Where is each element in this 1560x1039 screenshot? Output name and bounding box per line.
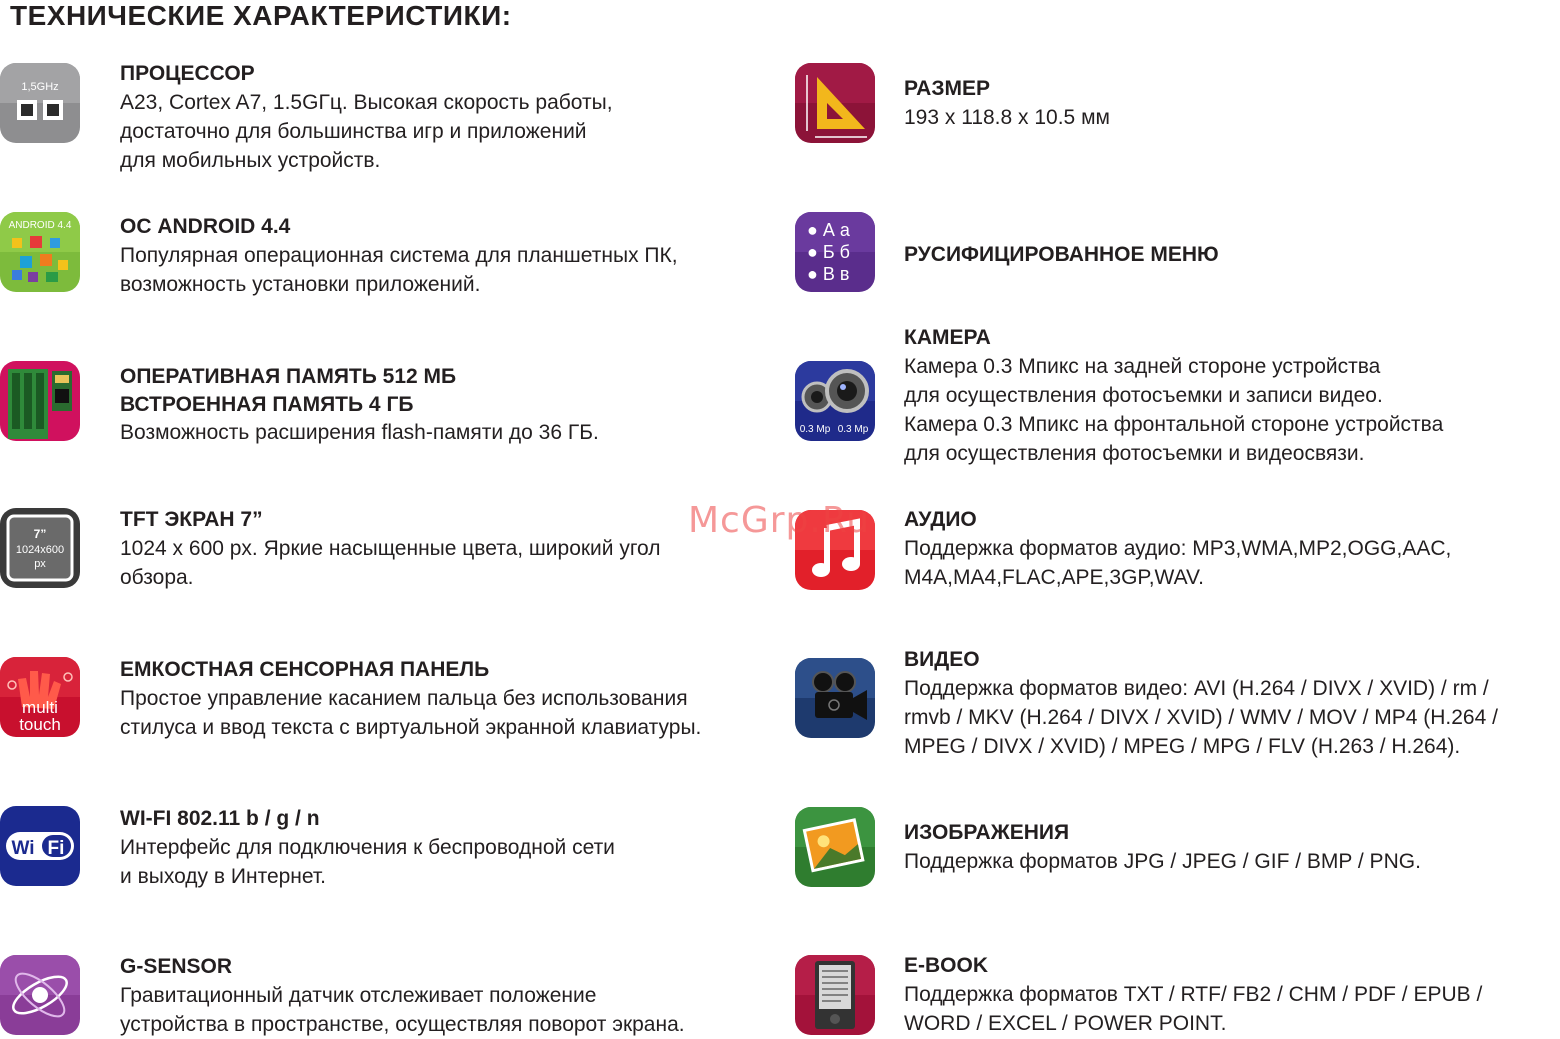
spec-title: РУСИФИЦИРОВАННОЕ МЕНЮ [904, 243, 1219, 266]
spec-memory [120, 363, 599, 447]
spec-android [120, 212, 678, 299]
spec-title: ВИДЕО [904, 648, 980, 671]
spec-video [904, 645, 1498, 761]
spec-wifi [120, 804, 615, 891]
wifi-label-2: Fi [47, 838, 65, 859]
spec-audio [904, 505, 1451, 592]
spec-title: WI-FI 802.11 b / g / n [120, 807, 320, 830]
processor-speed-label: 1,5GHz [21, 81, 59, 93]
spec-touch [120, 655, 701, 742]
screen-unit-label: px [34, 558, 46, 570]
spec-title: РАЗМЕР [904, 77, 990, 100]
processor-icon [0, 63, 80, 143]
spec-title: TFT ЭКРАН 7” [120, 508, 263, 531]
language-line-1: ● А а [807, 220, 850, 240]
language-icon [795, 212, 875, 292]
wifi-icon [0, 806, 80, 886]
spec-g-sensor [120, 952, 685, 1039]
spec-description: 1024 x 600 px. Яркие насыщенные цвета, широкий угол обзора. [120, 537, 661, 589]
language-line-3: ● В в [807, 264, 850, 284]
front-camera-label: 0.3 Mp [837, 424, 869, 435]
spec-title: ОС ANDROID 4.4 [120, 215, 291, 238]
spec-description: Поддержка форматов аудио: MP3,WMA,MP2,OGG,AAC, M4A,MA4,FLAC,APE,3GP,WAV. [904, 537, 1452, 589]
multitouch-label-2: touch [19, 715, 61, 734]
android-version-label: ANDROID 4.4 [8, 220, 72, 231]
spec-images [904, 818, 1421, 876]
spec-size [904, 74, 1110, 132]
spec-title: ИЗОБРАЖЕНИЯ [904, 821, 1070, 844]
spec-description: Простое управление касанием пальца без использования стилуса и ввод текста с виртуальной экранной клавиатуры. [120, 687, 702, 739]
ruler-icon [795, 63, 875, 143]
spec-title: E-BOOK [904, 954, 988, 977]
spec-ebook [904, 951, 1482, 1038]
rear-camera-label: 0.3 Mp [799, 424, 831, 435]
spec-title: ОПЕРАТИВНАЯ ПАМЯТЬ 512 МБ ВСТРОЕННАЯ ПАМЯТЬ 4 ГБ [120, 365, 457, 416]
language-line-2: ● Б б [807, 242, 850, 262]
spec-description: Поддержка форматов JPG / JPEG / GIF / BMP / PNG. [904, 850, 1421, 873]
spec-processor [120, 59, 613, 175]
spec-description: Интерфейс для подключения к беспроводной сети и выходу в Интернет. [120, 836, 615, 888]
spec-description: Популярная операционная система для планшетных ПК, возможность установки приложений. [120, 244, 678, 296]
spec-title: G-SENSOR [120, 955, 233, 978]
spec-description: A23, Cortex A7, 1.5GГц. Высокая скорость работы, достаточно для большинства игр и приложений для мобильных устройств. [120, 91, 613, 172]
page-title: ТЕХНИЧЕСКИЕ ХАРАКТЕРИСТИКИ: [10, 0, 512, 31]
screen-size-label: 7” [33, 527, 47, 541]
wifi-label-1: Wi [11, 838, 35, 859]
image-icon [795, 807, 875, 887]
spec-description: Поддержка форматов TXT / RTF/ FB2 / CHM / PDF / EPUB / WORD / EXCEL / POWER POINT. [904, 983, 1483, 1035]
android-icon [0, 212, 80, 292]
spec-language [904, 240, 1219, 269]
multitouch-label-1: multi [22, 698, 58, 717]
spec-description: Возможность расширения flash-памяти до 36 ГБ. [120, 421, 599, 444]
spec-title: КАМЕРА [904, 326, 991, 349]
g-sensor-icon [0, 955, 80, 1035]
memory-icon [0, 361, 80, 441]
screen-resolution-label: 1024x600 [15, 544, 65, 556]
spec-title: ПРОЦЕССОР [120, 62, 255, 85]
spec-screen [120, 505, 661, 592]
screen-icon [0, 508, 80, 588]
spec-description: Камера 0.3 Мпикс на задней стороне устройства для осуществления фотосъемки и записи видео. Камера 0.3 Мпикс на фронтальной стороне устройства для осуществления фотосъемки и видеосвязи. [904, 355, 1444, 465]
camera-icon [795, 361, 875, 441]
spec-title: АУДИО [904, 508, 977, 531]
spec-camera [904, 323, 1443, 468]
ebook-icon [795, 955, 875, 1035]
multitouch-icon [0, 657, 80, 737]
spec-description: Гравитационный датчик отслеживает положение устройства в пространстве, осуществляя поворот экрана. [120, 984, 685, 1036]
spec-title: ЕМКОСТНАЯ СЕНСОРНАЯ ПАНЕЛЬ [120, 658, 490, 681]
watermark: McGrp.Ru [688, 500, 871, 541]
video-camera-icon [795, 658, 875, 738]
spec-description: Поддержка форматов видео: AVI (H.264 / DIVX / XVID) / rm / rmvb / MKV (H.264 / DIVX / XVID) / WMV / MOV / MP4 (H.264 / MPEG / DIVX / XVID) / MPEG / MPG / FLV (H.263 / H.264). [904, 677, 1498, 758]
spec-description: 193 x 118.8 x 10.5 мм [904, 106, 1110, 129]
